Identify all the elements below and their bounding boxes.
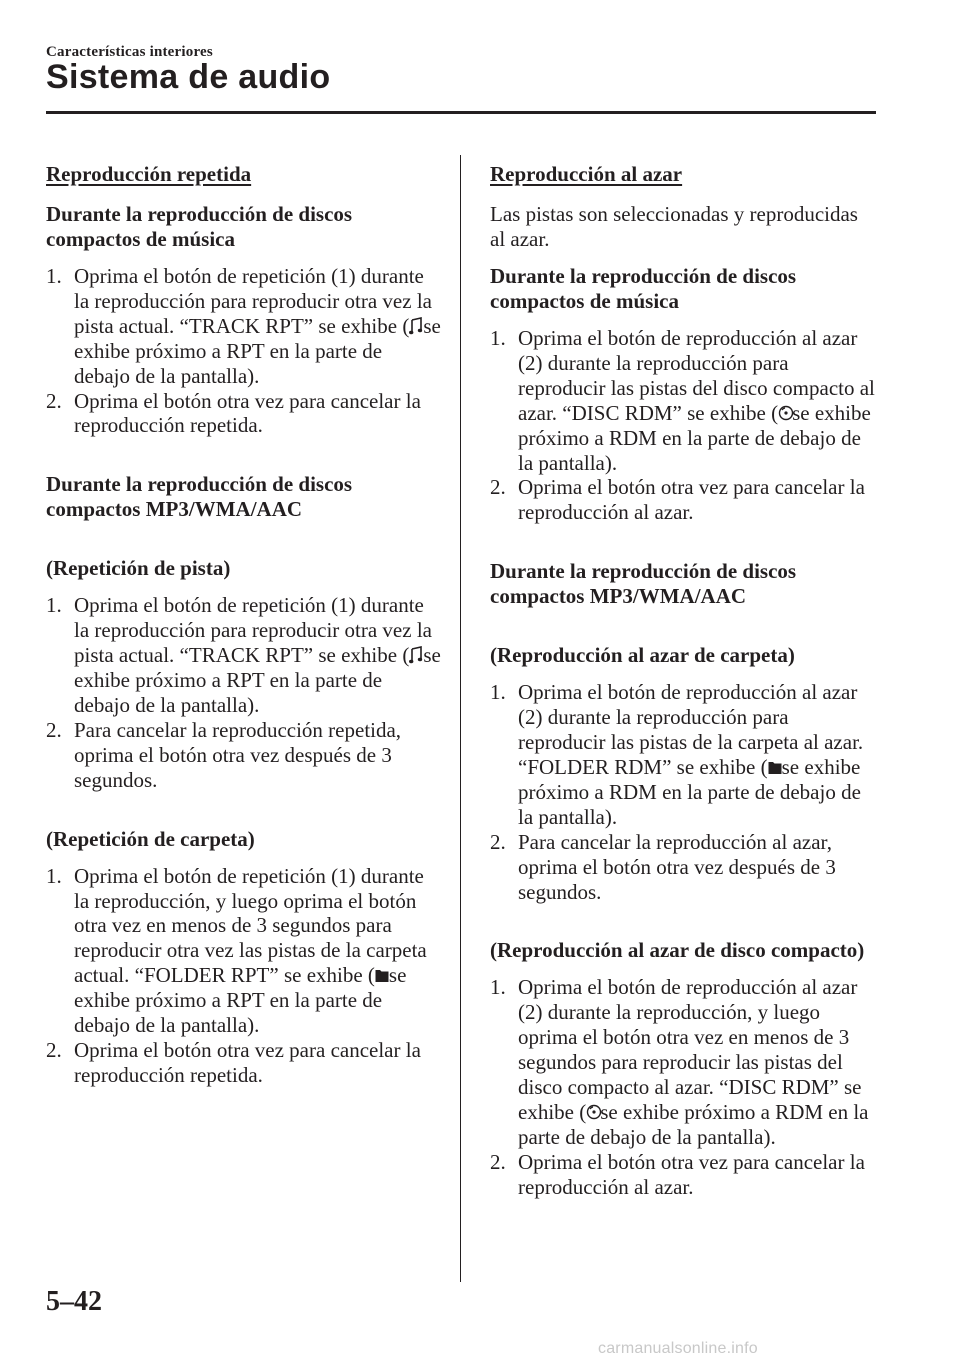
section-label: Características interiores [46, 44, 213, 60]
list-item: 1. Oprima el botón de repetición (1) durante la reproducción, y luego oprima el botón otra vez en menos de 3 segundos para reproducir otra vez las pistas de la carpeta actual. “FOLDER RPT” se exhibe ( se exhibe próximo a RPT en la parte de debajo de la pantalla). [46, 863, 427, 1038]
list-item: 1. Oprima el botón de repetición (1) durante la reproducción para reproducir otra vez la pista actual. “TRACK RPT” se exhibe ( se exhibe próximo a RPT en la parte de debajo de la pantalla). [46, 593, 441, 717]
chapter-title: Sistema de audio [46, 58, 331, 96]
header-rule [46, 111, 876, 114]
watermark: carmanualsonline.info [598, 1340, 758, 1357]
list-item: 1. Oprima el botón de repetición (1) durante la reproducción para reproducir otra vez la pista actual. “TRACK RPT” se exhibe ( se exhibe próximo a RPT en la parte de debajo de la pantalla). [46, 264, 441, 388]
left-column [46, 158, 441, 1088]
random-heading: Reproducción al azar [490, 162, 683, 186]
repeat-heading: Reproducción repetida [46, 162, 252, 186]
list-item: 2. Oprima el botón otra vez para cancelar la reproducción al azar. [490, 475, 865, 525]
folder-icon [768, 758, 782, 776]
page-number: 5–42 [46, 1286, 102, 1317]
disc-random-steps [490, 975, 875, 1199]
list-item: 2. Oprima el botón otra vez para cancelar la reproducción repetida. [46, 1037, 421, 1087]
folder-random-subheading: (Reproducción al azar de carpeta) [490, 643, 795, 668]
music-cd-repeat-steps [46, 264, 441, 438]
folder-repeat-subheading: (Repetición de carpeta) [46, 826, 255, 851]
list-item: 2. Oprima el botón otra vez para cancelar la reproducción al azar. [490, 1149, 865, 1199]
disc-icon [586, 1103, 600, 1121]
music-note-icon [409, 317, 423, 335]
disc-icon [778, 404, 792, 422]
mp3-cd-subheading: Durante la reproducción de discos compactos MP3/WMA/AAC [46, 472, 353, 522]
folder-icon [375, 966, 389, 984]
folder-repeat-steps [46, 864, 441, 1088]
list-item: 1. Oprima el botón de reproducción al azar (2) durante la reproducción para reproducir las pistas del disco compacto al azar. “DISC RDM” se exhibe ( se exhibe próximo a RDM en la parte de debajo de la pantalla). [490, 326, 875, 475]
folder-random-steps [490, 680, 875, 904]
list-item: 1. Oprima el botón de reproducción al azar (2) durante la reproducción, y luego oprima el botón otra vez en menos de 3 segundos para reproducir las pistas del disco compacto al azar. “DISC RDM” se exhibe ( se exhibe próximo a RDM en la parte de debajo de la pantalla). [490, 975, 869, 1149]
list-item: 2. Para cancelar la reproducción repetida, oprima el botón otra vez después de 3 segundos. [46, 717, 402, 792]
music-cd-subheading: Durante la reproducción de discos compactos de música [490, 264, 797, 313]
mp3-cd-subheading: Durante la reproducción de discos compactos MP3/WMA/AAC [490, 559, 797, 609]
music-cd-random-steps [490, 326, 875, 525]
music-note-icon [409, 646, 423, 664]
disc-random-subheading: (Reproducción al azar de disco compacto) [490, 938, 865, 963]
track-repeat-subheading: (Repetición de pista) [46, 556, 231, 581]
random-intro: Las pistas son seleccionadas y reproducidas al azar. [490, 202, 858, 251]
list-item: 1. Oprima el botón de reproducción al azar (2) durante la reproducción para reproducir las pistas de la carpeta al azar. “FOLDER RDM” se exhibe ( se exhibe próximo a RDM en la parte de debajo de la pantalla). [490, 680, 864, 829]
track-repeat-steps [46, 593, 441, 792]
list-item: 2. Para cancelar la reproducción al azar, oprima el botón otra vez después de 3 segundos. [490, 829, 836, 904]
music-cd-subheading: Durante la reproducción de discos compactos de música [46, 202, 353, 251]
list-item: 2. Oprima el botón otra vez para cancelar la reproducción repetida. [46, 388, 421, 438]
right-column [490, 158, 875, 1200]
column-divider [460, 155, 461, 1282]
